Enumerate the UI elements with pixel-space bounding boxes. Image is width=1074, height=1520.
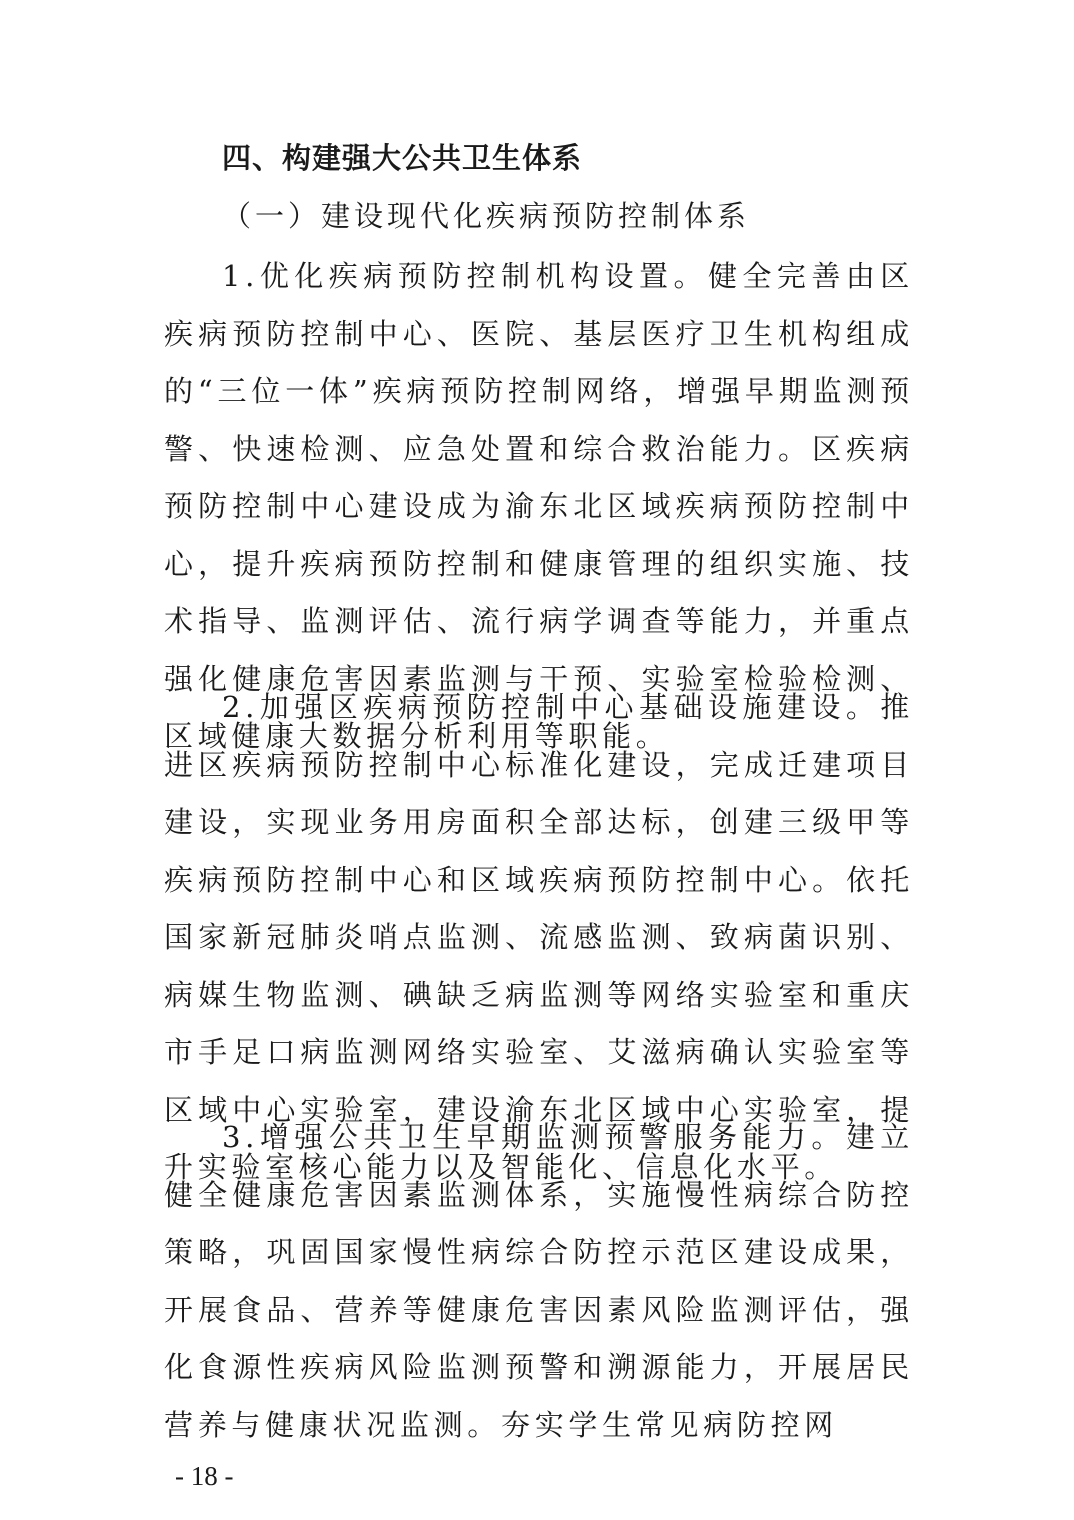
- paragraph-1: 1.优化疾病预防控制机构设置。健全完善由区疾病预防控制中心、医院、基层医疗卫生机构组成的“三位一体”疾病预防控制网络，增强早期监测预警、快速检测、应急处置和综合救治能力。区疾病预防控制中心建设成为渝东北区域疾病预防控制中心，提升疾病预防控制和健康管理的组织实施、技术指导、监测评估、流行病学调查等能力，并重点强化健康危害因素监测与干预、实验室检验检测、区域健康大数据分析利用等职能。: [164, 259, 914, 753]
- section-heading: 四、构建强大公共卫生体系: [222, 141, 583, 175]
- page-number: - 18 -: [175, 1461, 234, 1491]
- subsection-heading: （一）建设现代化疾病预防控制体系: [222, 199, 751, 233]
- paragraph-3: 3.增强公共卫生早期监测预警服务能力。建立健全健康危害因素监测体系，实施慢性病综合防控策略，巩固国家慢性病综合防控示范区建设成果，开展食品、营养等健康危害因素风险监测评估，强化食源性疾病风险监测预警和溯源能力，开展居民营养与健康状况监测。夯实学生常见病防控网: [164, 1120, 914, 1442]
- paragraph-2: 2.加强区疾病预防控制中心基础设施建设。推进区疾病预防控制中心标准化建设，完成迁建项目建设，实现业务用房面积全部达标，创建三级甲等疾病预防控制中心和区域疾病预防控制中心。依托国家新冠肺炎哨点监测、流感监测、致病菌识别、病媒生物监测、碘缺乏病监测等网络实验室和重庆市手足口病监测网络实验室、艾滋病确认实验室等区域中心实验室，建设渝东北区域中心实验室，提升实验室核心能力以及智能化、信息化水平。: [164, 690, 914, 1184]
